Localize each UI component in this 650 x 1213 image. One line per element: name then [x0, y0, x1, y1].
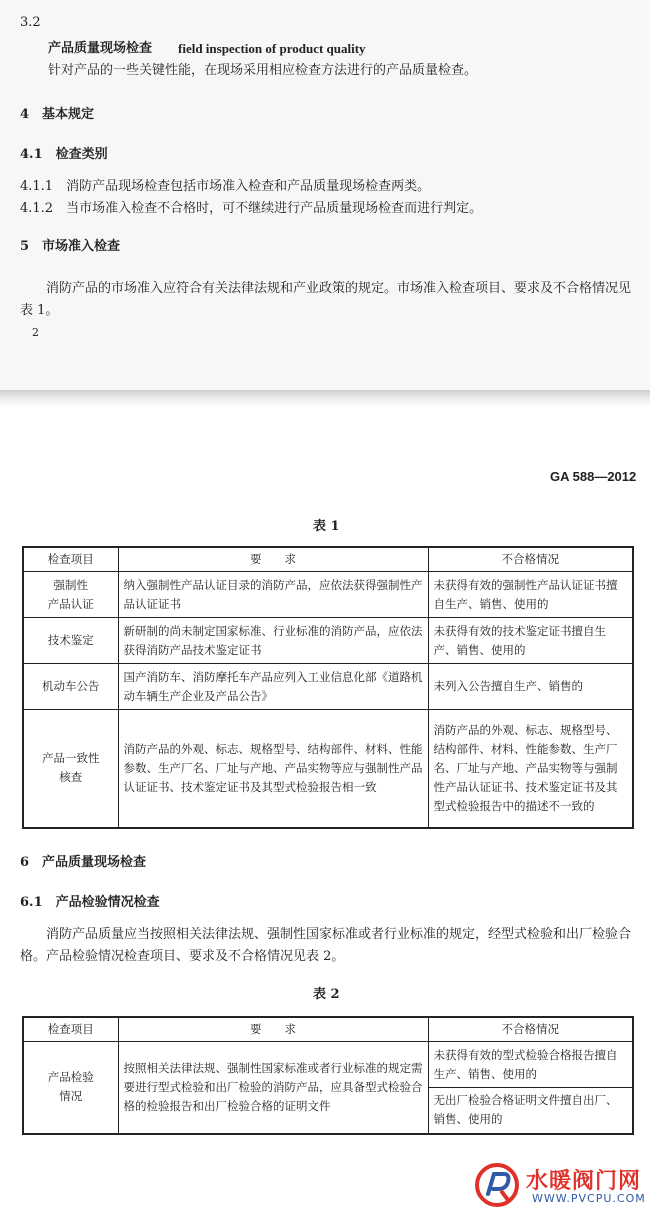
- table-header-row: [23, 547, 633, 572]
- cell-nonconformity: 未列入公告擅自生产、销售的: [428, 664, 633, 710]
- cell-nonconformity: 未获得有效的型式检验合格报告擅自生产、销售、使用的: [428, 1042, 633, 1088]
- section-3-2-number: 3.2: [20, 15, 41, 30]
- cell-item: 技术鉴定: [23, 618, 118, 664]
- cell-nonconformity: 未获得有效的强制性产品认证证书擅自生产、销售、使用的: [428, 572, 633, 618]
- clause-4-1-1: 4.1.1 消防产品现场检查包括市场准入检查和产品质量现场检查两类。: [20, 179, 431, 194]
- cell-nonconformity: 未获得有效的技术鉴定证书擅自生产、销售、使用的: [428, 618, 633, 664]
- section-6-heading: 6 产品质量现场检查: [20, 855, 147, 870]
- previous-page: [0, 0, 650, 390]
- term-title-cn: 产品质量现场检查: [48, 41, 153, 56]
- page-number: 2: [32, 326, 39, 339]
- header-nonconformity: 不合格情况: [428, 547, 633, 572]
- table-1-title: 表 1: [313, 519, 340, 534]
- section-5-paragraph: 消防产品的市场准入应符合有关法律法规和产业政策的规定。市场准入检查项目、要求及不合格情况见表 1。: [20, 281, 632, 318]
- cell-requirement: 消防产品的外观、标志、规格型号、结构部件、材料、性能参数、生产厂名、厂址与产地、产品实物等应与强制性产品认证证书、技术鉴定证书及其型式检验报告相一致: [118, 710, 428, 828]
- table-row: [23, 572, 633, 618]
- cell-requirement: 国产消防车、消防摩托车产品应列入工业信息化部《道路机动车辆生产企业及产品公告》: [118, 664, 428, 710]
- table-2: [22, 1016, 634, 1135]
- table-1: [22, 546, 634, 829]
- header-nonconformity: 不合格情况: [428, 1017, 633, 1042]
- watermark-url: WWW.PVCPU.COM: [532, 1192, 646, 1205]
- section-5-heading: 5 市场准入检查: [20, 239, 121, 254]
- page-break: [0, 390, 650, 408]
- table-header-row: [23, 1017, 633, 1042]
- current-page: [0, 408, 650, 1213]
- table-row: [23, 1042, 633, 1088]
- cell-nonconformity: 消防产品的外观、标志、规格型号、结构部件、材料、性能参数、生产厂名、厂址与产地、产品实物等与强制性产品认证证书、技术鉴定证书及其型式检验报告中的描述不一致的: [428, 710, 633, 828]
- header-requirement: 要 求: [118, 547, 428, 572]
- term-title-en: field inspection of product quality: [178, 41, 366, 56]
- section-6-1-paragraph: 消防产品质量应当按照相关法律法规、强制性国家标准或者行业标准的规定，经型式检验和出厂检验合格。产品检验情况检查项目、要求及不合格情况见表 2。: [20, 927, 632, 964]
- cell-requirement: 按照相关法律法规、强制性国家标准或者行业标准的规定需要进行型式检验和出厂检验的消防产品，应具备型式检验合格的检验报告和出厂检验合格的证明文件: [118, 1042, 428, 1134]
- header-item: 检查项目: [23, 1017, 118, 1042]
- table-row: [23, 710, 633, 828]
- table-2-title: 表 2: [313, 987, 340, 1002]
- section-4-1-heading: 4.1 检查类别: [20, 147, 108, 162]
- watermark-logo: [474, 1162, 644, 1208]
- cell-item: 产品一致性 核查: [23, 710, 118, 828]
- header-requirement: 要 求: [118, 1017, 428, 1042]
- clause-4-1-2: 4.1.2 当市场准入检查不合格时，可不继续进行产品质量现场检查而进行判定。: [20, 201, 483, 216]
- table-row: [23, 664, 633, 710]
- valve-logo-icon: [474, 1162, 520, 1208]
- cell-item: 强制性 产品认证: [23, 572, 118, 618]
- term-definition: 针对产品的一些关键性能，在现场采用相应检查方法进行的产品质量检查。: [48, 63, 478, 78]
- cell-nonconformity: 无出厂检验合格证明文件擅自出厂、销售、使用的: [428, 1088, 633, 1134]
- cell-requirement: 新研制的尚未制定国家标准、行业标准的消防产品，应依法获得消防产品技术鉴定证书: [118, 618, 428, 664]
- cell-item: 产品检验 情况: [23, 1042, 118, 1134]
- section-6-1-heading: 6.1 产品检验情况检查: [20, 895, 160, 910]
- watermark-logo-text: 水暖阀门网: [526, 1169, 642, 1194]
- cell-item: 机动车公告: [23, 664, 118, 710]
- standard-code: GA 588—2012: [550, 469, 637, 484]
- section-4-heading: 4 基本规定: [20, 107, 95, 122]
- cell-requirement: 纳入强制性产品认证目录的消防产品，应依法获得强制性产品认证证书: [118, 572, 428, 618]
- table-row: [23, 618, 633, 664]
- header-item: 检查项目: [23, 547, 118, 572]
